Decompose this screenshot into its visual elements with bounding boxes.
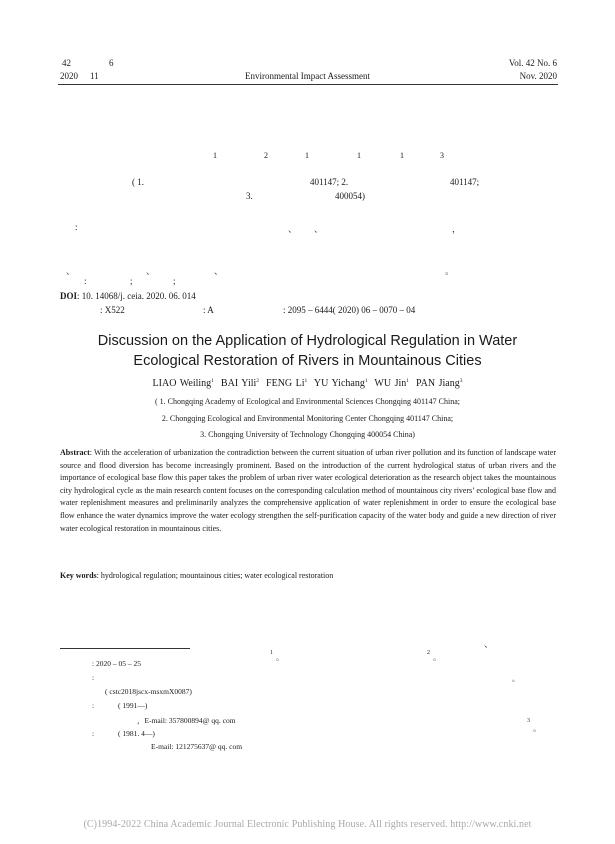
- body-ref: 3: [527, 718, 530, 724]
- copyright-notice: (C)1994-2022 China Academic Journal Electronic Publishing House. All rights reserved. http://www.cnki.net: [83, 819, 532, 830]
- cn-affil-zip: 400054): [335, 191, 365, 201]
- body-mark: 、: [484, 639, 494, 649]
- en-author: PAN Jiang$^3$: [416, 378, 463, 389]
- cn-author-sup: 3: [440, 151, 444, 160]
- body-ref: 1: [270, 650, 273, 656]
- footnote-author1-born: ( 1991—): [118, 701, 148, 710]
- body-mark: 。: [276, 653, 284, 662]
- cn-keywords-mark: ;: [130, 276, 133, 286]
- keywords-label: Key words: [60, 571, 97, 580]
- keywords-text: : hydrological regulation; mountainous cities; water ecological restoration: [96, 571, 334, 580]
- footnote-author1: :: [92, 701, 95, 710]
- body-ref: 2: [427, 650, 430, 656]
- cn-abstract-mark: 、: [146, 266, 156, 276]
- doi-value: : 10. 14068/j. ceia. 2020. 06. 014: [77, 291, 196, 301]
- footnote-author2-born: ( 1981. 4—): [118, 729, 155, 738]
- cn-abstract-mark: :: [75, 222, 78, 232]
- cn-author-sup: 1: [305, 151, 309, 160]
- en-affiliation: 3. Chongqing University of Technology Chongqing 400054 China): [200, 430, 415, 439]
- cn-author-sup: 1: [357, 151, 361, 160]
- footnote-received: : 2020 – 05 – 25: [92, 659, 141, 668]
- en-keywords: [60, 571, 333, 580]
- footnote-fund: :: [92, 673, 95, 682]
- cn-author-sup: 1: [400, 151, 404, 160]
- footnote-fund-end: 。: [512, 674, 520, 683]
- en-author: YU Yichang$^1$: [313, 378, 368, 389]
- en-author: WU Jin$^1$: [374, 378, 409, 389]
- cn-affil-prefix: ( 1.: [132, 177, 144, 187]
- cn-affil-zip: 401147;: [450, 177, 480, 187]
- en-author: BAI Yili$^2$: [220, 378, 260, 389]
- header-issue: 6: [109, 58, 114, 68]
- cn-author-sup: 1: [213, 151, 217, 160]
- abstract-label: Abstract: [60, 448, 90, 457]
- footnote-fund-code: ( cstc2018jscx-msxmX0087): [105, 687, 192, 696]
- cn-abstract-mark: 、: [214, 266, 224, 276]
- document-code: : A: [203, 305, 214, 315]
- en-abstract: [60, 447, 556, 535]
- cn-author-sup: 2: [264, 151, 268, 160]
- en-affiliation: ( 1. Chongqing Academy of Ecological and Environmental Sciences Chongqing 401147 China;: [155, 397, 460, 406]
- header-rule: [58, 84, 558, 85]
- header-vol-no: Vol. 42 No. 6: [508, 58, 557, 68]
- doi-label: DOI: [60, 291, 78, 301]
- article-id: : 2095 – 6444( 2020) 06 – 0070 – 04: [283, 305, 416, 315]
- en-affiliation: 2. Chongqing Ecological and Environmental Monitoring Center Chongqing 401147 China;: [161, 414, 454, 423]
- abstract-text: : With the acceleration of urbanization the contradiction between the current situation of urban river pollution and its function of landscape water source and flood diversion has become increasingly prominent. Based on the introduction of the current hydrological status of urban rivers and the importance of ecological base flow this paper takes the problem of urban river water ecological deterioration as the research object takes the mountainous city hydrological cycle as the main research content focuses on the corresponding calculation method of mountainous city rivers’ ecological base flow and water replenishment measures and preliminarily analyzes the comprehensive application of water replenishment in order to ensure the ecological base flow enhance the water dynamics improve the water ecology strengthen the self-purification capacity of the water body and guide a new direction of river water ecological restoration in mountainous cities.: [60, 448, 556, 533]
- en-author: FENG Li$^1$: [266, 378, 308, 389]
- body-mark: 。: [533, 724, 541, 733]
- cn-abstract-mark: 。: [445, 266, 455, 276]
- cn-abstract-mark: ，: [452, 224, 462, 234]
- header-date: Nov. 2020: [519, 71, 557, 81]
- header-volume: 42: [62, 58, 71, 68]
- en-title-line1: Discussion on the Application of Hydrological Regulation in Water: [97, 333, 518, 349]
- clc-number: : X522: [100, 305, 125, 315]
- en-title-line2: Ecological Restoration of Rivers in Mountainous Cities: [133, 353, 482, 369]
- header-year: 2020: [60, 71, 78, 81]
- en-authors: [0, 378, 615, 389]
- cn-affil-prefix: 3.: [246, 191, 253, 201]
- doi-line: [60, 291, 196, 301]
- footnote-rule: [60, 648, 190, 649]
- cn-abstract-mark: 、: [314, 224, 324, 234]
- cn-keywords-mark: ;: [173, 276, 176, 286]
- header-month: 11: [90, 71, 99, 81]
- cn-abstract-mark: 、: [288, 224, 298, 234]
- footnote-author2: :: [92, 729, 95, 738]
- footnote-author1-email: ，E-mail: 357800894@ qq. com: [137, 716, 236, 725]
- header-journal: Environmental Impact Assessment: [245, 71, 370, 81]
- en-author: LIAO Weiling$^1$: [152, 378, 214, 389]
- body-mark: 。: [433, 653, 441, 662]
- cn-affil-zip: 401147; 2.: [310, 177, 349, 187]
- cn-keywords-mark: :: [84, 276, 87, 286]
- footnote-author2-email: E-mail: 121275637@ qq. com: [151, 742, 243, 751]
- cn-abstract-mark: 、: [66, 266, 76, 276]
